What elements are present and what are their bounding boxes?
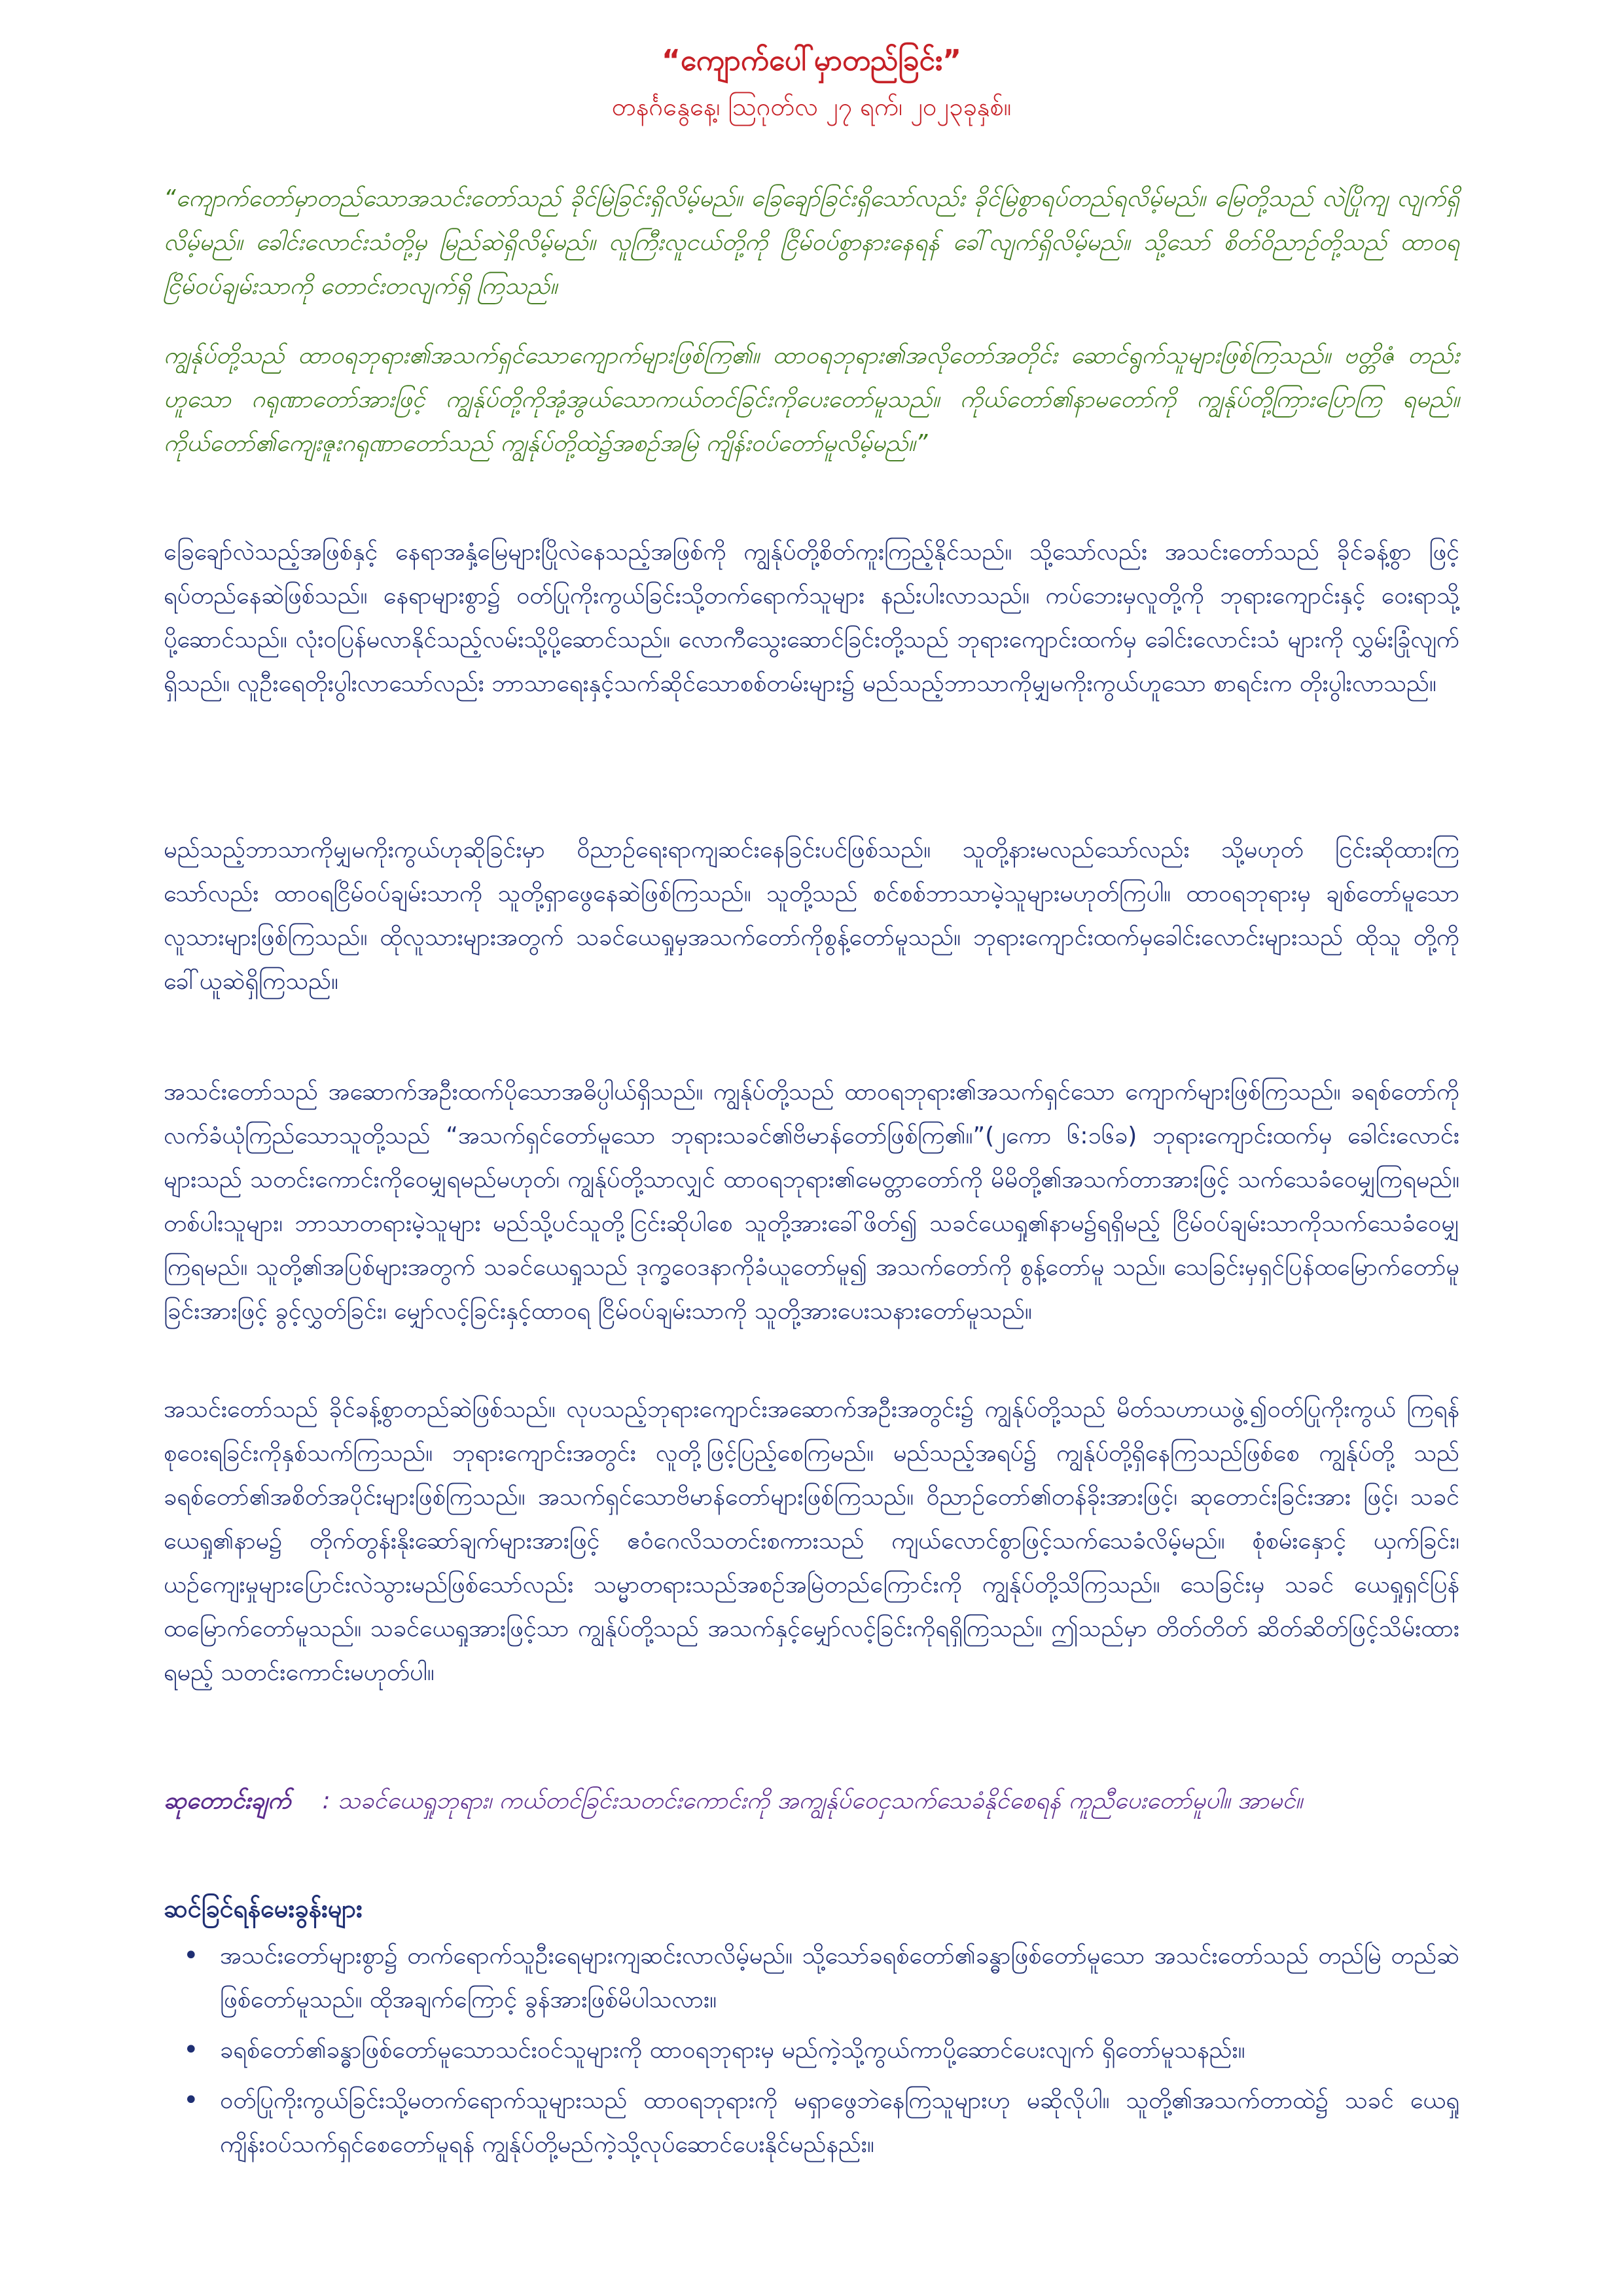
quote-paragraph-2: ကျွန်ုပ်တို့သည် ထာဝရဘုရား၏အသက်ရှင်သောကျောက်များဖြစ်ကြ၏။ ထာဝရဘုရား၏အလိုတော်အတိုင်း ဆောင်ရွက်သူများဖြစ်ကြသည်။ ဗတ္တိဇံ တည်းဟူသော ဂရုဏာတော်အားဖြင့် ကျွန်ုပ်တို့ကိုအုံ့အွယ်သောကယ်တင်ခြင်းကိုပေးတော်မူသည်။ ကိုယ်တော်၏နာမတော်ကို ကျွန်ုပ်တို့ကြားပြောကြ ရမည်။ ကိုယ်တော်၏ကျေးဇူးဂရုဏာတော်သည် ကျွန်ုပ်တို့ထဲ၌အစဉ်အမြဲ ကျိန်းဝပ်တော်မူလိမ့်မည်။” [164,342,1459,457]
body-paragraph-3: အသင်းတော်သည် အဆောက်အဦးထက်ပိုသောအဓိပ္ပါယ်ရှိသည်။ ကျွန်ုပ်တို့သည် ထာဝရဘုရား၏အသက်ရှင်သော ကျောက်များဖြစ်ကြသည်။ ခရစ်တော်ကို လက်ခံယုံကြည်သောသူတို့သည် “အသက်ရှင်တော်မူသော ဘုရားသခင်၏ဗိမာန်တော်ဖြစ်ကြ၏။”(၂ကော ၆:၁၆ခ) ဘုရားကျောင်းထက်မှ ခေါင်းလောင်းများသည် သတင်းကောင်းကိုဝေမျှရမည်မဟုတ်၊ ကျွန်ုပ်တို့သာလျှင် ထာဝရဘုရား၏မေတ္တာတော်ကို မိမိတို့၏အသက်တာအားဖြင့် သက်သေခံဝေမျှကြရမည်။ တစ်ပါးသူများ၊ ဘာသာတရားမဲ့သူများ မည်သို့ပင်သူတို့ငြင်းဆိုပါစေ သူတို့အားခေါ်ဖိတ်၍ သခင်ယေရှု၏နာမ၌ရရှိမည့် ငြိမ်ဝပ်ချမ်းသာကိုသက်သေခံဝေမျှကြရမည်။ သူတို့၏အပြစ်များအတွက် သခင်ယေရှုသည် ဒုက္ခဝေဒနာကိုခံယူတော်မူ၍ အသက်တော်ကို စွန့်တော်မူ သည်။ သေခြင်းမှရှင်ပြန်ထမြောက်တော်မူခြင်းအားဖြင့် ခွင့်လွှတ်ခြင်း၊ မျှော်လင့်ခြင်းနှင့်ထာဝရ ငြိမ်ဝပ်ချမ်းသာကို သူတို့အားပေးသနားတော်မူသည်။ [164,1079,1459,1325]
question-text: ခရစ်တော်၏ခန္ဓာဖြစ်တော်မူသောသင်းဝင်သူများကို ထာဝရဘုရားမှ မည်ကဲ့သို့ကွယ်ကာပို့ဆောင်ပေးလျက် ရှိတော်မူသနည်း။ [220,2037,1245,2064]
body-paragraph-2: မည်သည့်ဘာသာကိုမျှမကိုးကွယ်ဟုဆိုခြင်းမှာ ဝိညာဉ်ရေးရာကျဆင်းနေခြင်းပင်ဖြစ်သည်။ သူတို့နားမလည်သော်လည်း သို့မဟုတ် ငြင်းဆိုထားကြ သော်လည်း ထာဝရငြိမ်ဝပ်ချမ်းသာကို သူတို့ရှာဖွေနေဆဲဖြစ်ကြသည်။ သူတို့သည် စင်စစ်ဘာသာမဲ့သူများမဟုတ်ကြပါ။ ထာဝရဘုရားမှ ချစ်တော်မူသော လူသားများဖြစ်ကြသည်။ ထိုလူသားများအတွက် သခင်ယေရှုမှအသက်တော်ကိုစွန့်တော်မူသည်။ ဘုရားကျောင်းထက်မှခေါင်းလောင်းများသည် ထိုသူ တို့ကို ခေါ်ယူဆဲရှိကြသည်။ [164,836,1459,995]
bullet-icon: • [183,1941,199,1971]
questions-list [164,1934,1459,2173]
questions-heading: ဆင်ခြင်ရန်မေးခွန်းများ [164,1894,363,1923]
body-paragraph-4: အသင်းတော်သည် ခိုင်ခန့်စွာတည်ဆဲဖြစ်သည်။ လုပသည့်ဘုရားကျောင်းအဆောက်အဦးအတွင်း၌ ကျွန်ုပ်တို့သည် မိတ်သဟာယဖွဲ့၍ဝတ်ပြုကိုးကွယ် ကြရန် စုဝေးရခြင်းကိုနှစ်သက်ကြသည်။ ဘုရားကျောင်းအတွင်း လူတို့ဖြင့်ပြည့်စေကြမည်။ မည်သည့်အရပ်၌ ကျွန်ုပ်တို့ရှိနေကြသည်ဖြစ်စေ ကျွန်ုပ်တို့ သည် ခရစ်တော်၏အစိတ်အပိုင်းများဖြစ်ကြသည်။ အသက်ရှင်သောဗိမာန်တော်များဖြစ်ကြသည်။ ဝိညာဉ်တော်၏တန်ခိုးအားဖြင့်၊ ဆုတောင်းခြင်းအား ဖြင့်၊ သခင်ယေရှု၏နာမ၌ တိုက်တွန်းနိုးဆော်ချက်များအားဖြင့် ဧဝံဂေလိသတင်းစကားသည် ကျယ်လောင်စွာဖြင့်သက်သေခံလိမ့်မည်။ စုံစမ်းနှောင့် ယှက်ခြင်း၊ ယဉ်ကျေးမှုများပြောင်းလဲသွားမည်ဖြစ်သော်လည်း သမ္မာတရားသည်အစဉ်အမြဲတည်ကြောင်းကို ကျွန်ုပ်တို့သိကြသည်။ သေခြင်းမှ သခင် ယေရှုရှင်ပြန်ထမြောက်တော်မူသည်။ သခင်ယေရှုအားဖြင့်သာ ကျွန်ုပ်တို့သည် အသက်နှင့်မျှော်လင့်ခြင်းကိုရရှိကြသည်။ ဤသည်မှာ တိတ်တိတ် ဆိတ်ဆိတ်ဖြင့်သိမ်းထားရမည့် သတင်းကောင်းမဟုတ်ပါ။ [164,1396,1459,1686]
prayer-line [164,1779,1459,1823]
prayer-text: : သခင်ယေရှုဘုရား၊ ကယ်တင်ခြင်းသတင်းကောင်းကို အကျွန်ုပ်ဝေငှသက်သေခံနိုင်စေရန် ကူညီပေးတော်မူပါ။ အာမင်။ [322,1787,1303,1814]
question-text: အသင်းတော်များစွာ၌ တက်ရောက်သူဦးရေများကျဆင်းလာလိမ့်မည်။ သို့သော်ခရစ်တော်၏ခန္ဓာဖြစ်တော်မူသော အသင်းတော်သည် တည်မြဲ တည်ဆဲဖြစ်တော်မူသည်။ ထိုအချက်ကြောင့် ခွန်အားဖြစ်မိပါသလား။ [220,1943,1459,2013]
quote-paragraph-1: “ကျောက်တော်မှာတည်သောအသင်းတော်သည် ခိုင်မြဲခြင်းရှိလိမ့်မည်။ ခြေချော်ခြင်းရှိသော်လည်း ခိုင်မြဲစွာရပ်တည်ရလိမ့်မည်။ မြေတို့သည် လဲပြိုကျ လျက်ရှိလိမ့်မည်။ ခေါင်းလောင်းသံတို့မှ မြည်ဆဲရှိလိမ့်မည်။ လူကြီးလူငယ်တို့ကို ငြိမ်ဝပ်စွာနားနေရန် ခေါ်လျက်ရှိလိမ့်မည်။ သို့သော် စိတ်ဝိညာဉ်တို့သည် ထာဝရငြိမ်ဝပ်ချမ်းသာကို တောင်းတလျက်ရှိ ကြသည်။ [164,185,1459,300]
date-subtitle: တနင်္ဂနွေနေ့၊ ဩဂုတ်လ ၂၇ ရက်၊ ၂၀၂၃ခုနှစ်။ [611,92,1012,121]
question-text: ဝတ်ပြုကိုးကွယ်ခြင်းသို့မတက်ရောက်သူများသည် ထာဝရဘုရားကို မရှာဖွေဘဲနေကြသူများဟု မဆိုလိုပါ။ သူတို့၏အသက်တာထဲ၌ သခင် ယေရှု ကျိန်းဝပ်သက်ရှင်စေတော်မူရန် ကျွန်ုပ်တို့မည်ကဲ့သို့လုပ်ဆောင်ပေးနိုင်မည်နည်း။ [220,2087,1459,2158]
bullet-icon: • [183,2085,199,2115]
prayer-label: ဆုတောင်းချက် [164,1787,291,1814]
question-item [164,2028,1459,2072]
bullet-icon: • [183,2035,199,2065]
question-item [164,2079,1459,2166]
page-title: “ကျောက်ပေါ်မှာတည်ခြင်း” [661,44,962,77]
body-paragraph-1: ခြေချော်လဲသည့်အဖြစ်နှင့် နေရာအနှံ့မြေများပြိုလဲနေသည့်အဖြစ်ကို ကျွန်ုပ်တို့စိတ်ကူးကြည့်နိုင်သည်။ သို့သော်လည်း အသင်းတော်သည် ခိုင်ခန့်စွာ ဖြင့်ရပ်တည်နေဆဲဖြစ်သည်။ နေရာများစွာ၌ ဝတ်ပြုကိုးကွယ်ခြင်းသို့တက်ရောက်သူများ နည်းပါးလာသည်။ ကပ်ဘေးမှလူတို့ကို ဘုရားကျောင်းနှင့် ဝေးရာသို့ပို့ဆောင်သည်။ လုံးဝပြန်မလာနိုင်သည့်လမ်းသို့ပို့ဆောင်သည်။ လောကီသွေးဆောင်ခြင်းတို့သည် ဘုရားကျောင်းထက်မှ ခေါင်းလောင်းသံ များကို လွှမ်းခြုံလျက်ရှိသည်။ လူဦးရေတိုးပွါးလာသော်လည်း ဘာသာရေးနှင့်သက်ဆိုင်သောစစ်တမ်းများ၌ မည်သည့်ဘာသာကိုမျှမကိုးကွယ်ဟူသော စာရင်းက တိုးပွါးလာသည်။ [164,539,1459,697]
question-item [164,1934,1459,2022]
